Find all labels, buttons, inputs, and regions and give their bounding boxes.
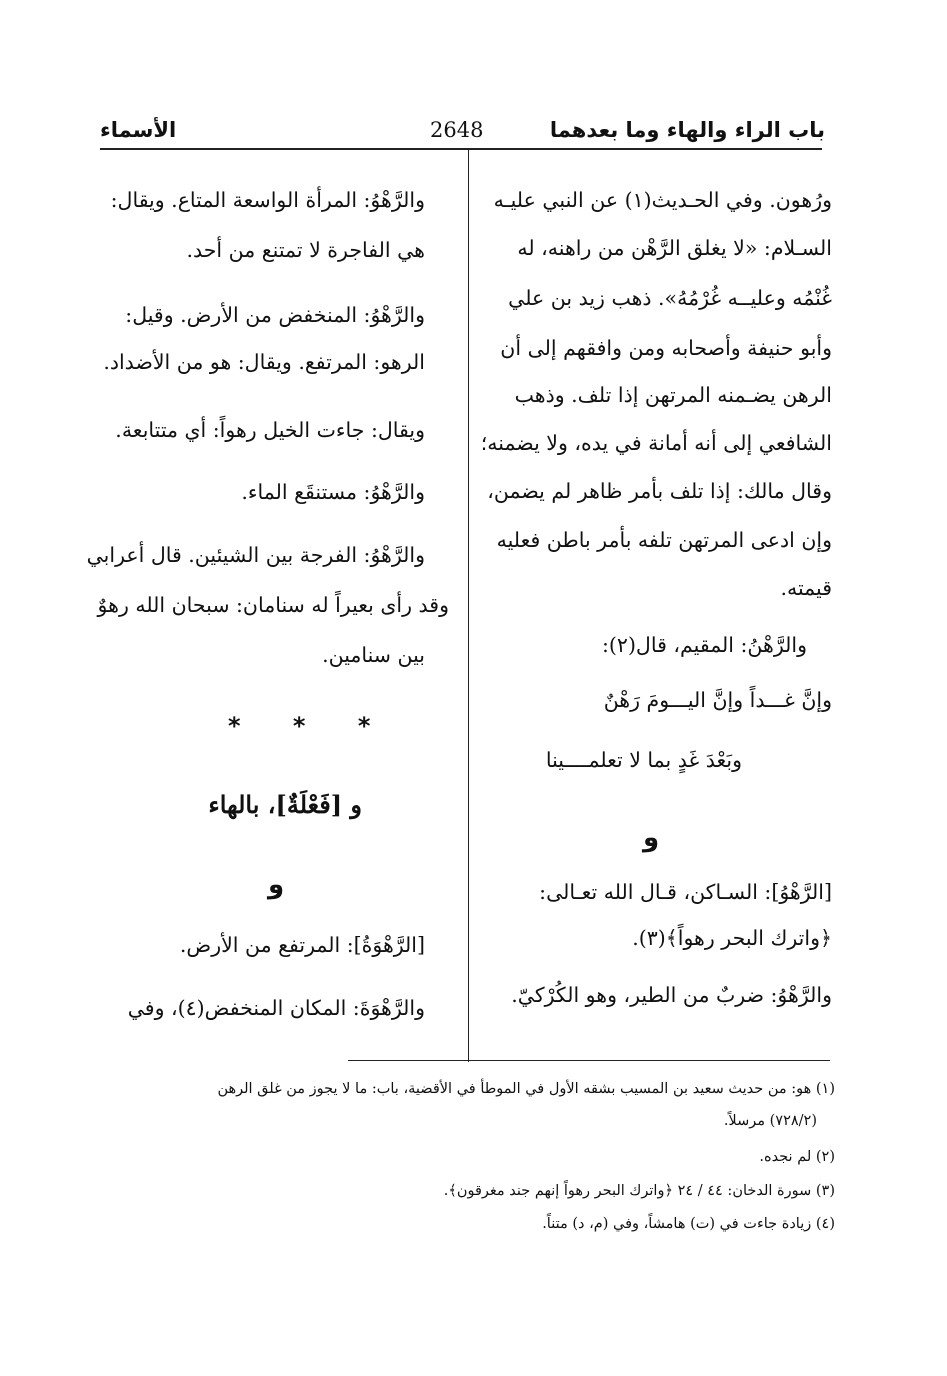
chapter-title: باب الراء والهاء وما بعدهما xyxy=(549,118,825,142)
verse-line-2: وبَعْدَ غَدٍ بما لا تعلمــــينا xyxy=(545,748,742,772)
footnote-1: (١) هو: من حديث سعيد بن المسيب بشقه الأول في الموطأ في الأقضية، باب: ما لا يجوز من غلق الرهن xyxy=(217,1081,835,1097)
rahwa-low-entry: والرَّهْوَةَ: المكان المنخفض(٤)، وفي xyxy=(127,996,425,1020)
section-title: الأسماء xyxy=(100,118,177,142)
right-line-3: غُنْمُه وعليــه غُرْمُهُ». ذهب زيد بن علي xyxy=(508,286,832,310)
right-line-4: وأبو حنيفة وأصحابه ومن وافقهم إلى أن xyxy=(500,336,832,360)
rahw-bird-entry: والرَّهْوُ: ضربٌ من الطير، وهو الكُرْكيّ. xyxy=(511,983,832,1007)
right-line-2: السـلام: «لا يغلق الرَّهْن من راهنه، له xyxy=(517,236,832,260)
left-letter-heading: و xyxy=(268,870,285,900)
right-line-5: الرهن يضـمنه المرتهن إذا تلف. وذهب xyxy=(514,383,832,407)
right-line-8: وإن ادعى المرتهن تلفه بأمر باطن فعليه xyxy=(496,528,832,552)
left-line-7: والرَّهْوُ: الفرجة بين الشيئين. قال أعرابي xyxy=(86,543,425,567)
verse-line-1: وإنَّ غـــداً وإنَّ اليـــومَ رَهْنٌ xyxy=(603,688,832,712)
page-number: 2648 xyxy=(430,118,484,142)
footnote-rule xyxy=(348,1060,830,1061)
right-line-1: ورُهون. وفي الحـديث(١) عن النبي عليـه xyxy=(493,188,832,212)
rahw-entry-line-1: [الرَّهْوُ]: السـاكن، قـال الله تعـالى: xyxy=(539,880,832,904)
left-line-8: وقد رأى بعيراً له سنامان: سبحان الله رهوٌ xyxy=(97,593,449,617)
rahn-entry: والرَّهْنُ: المقيم، قال(٢): xyxy=(602,633,807,657)
rahwa-entry: [الرَّهْوَةُ]: المرتفع من الأرض. xyxy=(179,933,425,957)
section-heading: و [فَعْلَةٌ]، بالهاء xyxy=(208,790,362,819)
column-separator xyxy=(468,150,469,1062)
right-line-6: الشافعي إلى أنه أمانة في يده، ولا يضمنه؛ xyxy=(480,431,832,455)
right-letter-heading: و xyxy=(643,823,660,853)
left-line-3: والرَّهْوُ: المنخفض من الأرض. وقيل: xyxy=(125,303,425,327)
footnote-1-cont: (٧٢٨/٢) مرسلاً. xyxy=(723,1113,817,1129)
footnote-3: (٣) سورة الدخان: ٤٤ / ٢٤ ﴿واترك البحر رهواً إنهم جند مغرقون﴾. xyxy=(443,1183,835,1199)
left-line-2: هي الفاجرة لا تمتنع من أحد. xyxy=(186,238,425,262)
left-line-6: والرَّهْوُ: مستنقَع الماء. xyxy=(241,480,425,504)
left-line-4: الرهو: المرتفع. ويقال: هو من الأضداد. xyxy=(103,350,425,374)
left-line-5: ويقال: جاءت الخيل رهواً: أي متتابعة. xyxy=(115,418,425,442)
left-line-9: بين سنامين. xyxy=(322,643,425,667)
left-line-1: والرَّهْوُ: المرأة الواسعة المتاع. ويقال: xyxy=(110,188,425,212)
footnote-2: (٢) لم نجده. xyxy=(759,1149,835,1165)
right-line-9: قيمته. xyxy=(780,576,832,600)
rahw-entry-line-2: ﴿واترك البحر رهواً﴾(٣). xyxy=(632,926,832,950)
header-rule xyxy=(100,148,822,150)
section-divider-stars: * * * xyxy=(228,712,393,740)
footnote-4: (٤) زيادة جاءت في (ت) هامشاً، وفي (م، د) متناً. xyxy=(542,1216,835,1232)
right-line-7: وقال مالك: إذا تلف بأمر ظاهر لم يضمن، xyxy=(487,479,832,503)
